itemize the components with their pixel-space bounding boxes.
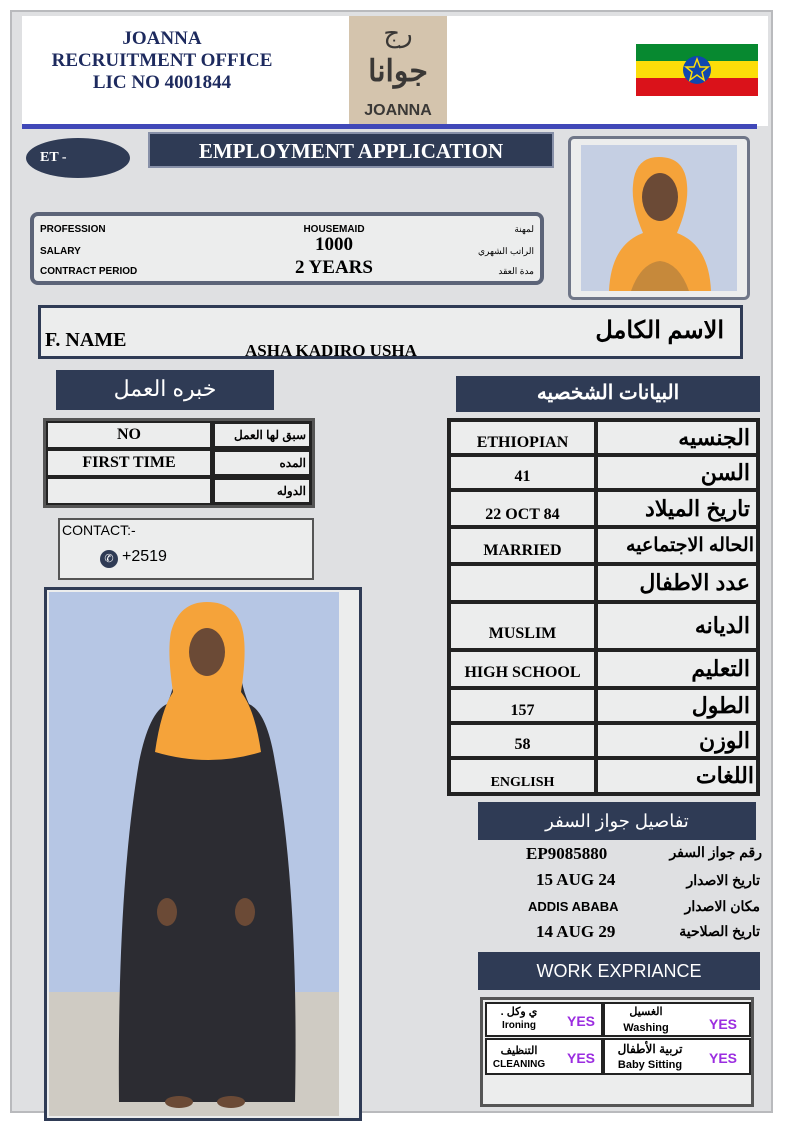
expiry-date-value: 14 AUG 29 xyxy=(536,922,616,941)
profession-label-ar: لمهنة xyxy=(514,224,534,234)
issue-date-value: 15 AUG 24 xyxy=(536,870,616,889)
skill-washing-label-ar: الغسيل xyxy=(629,1006,663,1018)
education-value: HIGH SCHOOL xyxy=(449,650,596,688)
experience-country-value xyxy=(46,477,212,505)
passport-number-value: EP9085880 xyxy=(526,844,608,863)
skill-baby-sitting xyxy=(603,1038,751,1075)
experience-country-label: الدوله xyxy=(212,477,312,505)
contact-label: CONTACT:- xyxy=(62,522,136,538)
contact-box xyxy=(58,518,314,580)
contract-label: CONTRACT PERIOD xyxy=(40,266,138,277)
passport-number-label: رقم جواز السفر xyxy=(669,844,762,860)
skill-cleaning xyxy=(485,1038,603,1075)
religion-label: الديانه xyxy=(596,602,758,650)
skills-grid xyxy=(480,997,754,1107)
header-divider xyxy=(22,124,757,129)
company-logo xyxy=(349,16,447,126)
salary-label-ar: الراتب الشهري xyxy=(478,246,534,256)
full-name-row xyxy=(38,305,743,359)
full-body-photo xyxy=(49,592,339,1116)
header-banner xyxy=(22,16,768,126)
headshot-photo xyxy=(581,145,737,291)
issue-place-value: ADDIS ABABA xyxy=(528,899,619,914)
work-experience-heading: WORK EXPRIANCE xyxy=(478,952,760,990)
languages-label: اللغات xyxy=(596,758,758,794)
education-label: التعليم xyxy=(596,650,758,688)
personal-data-heading: البيانات الشخصيه xyxy=(456,376,760,412)
languages-value: ENGLISH xyxy=(449,758,596,794)
weight-label: الوزن xyxy=(596,723,758,758)
issue-date-label: تاريخ الاصدار xyxy=(686,872,760,888)
height-value: 157 xyxy=(449,688,596,723)
full-name-label-ar: الاسم الكامل xyxy=(595,317,724,344)
height-label: الطول xyxy=(596,688,758,723)
experience-worked-before-label: سبق لها العمل xyxy=(212,421,312,449)
experience-worked-before-value: NO xyxy=(46,421,212,449)
profession-value: HOUSEMAID xyxy=(303,224,365,235)
children-count-label: عدد الاطفال xyxy=(596,564,758,602)
headshot-frame xyxy=(568,136,750,300)
skill-washing xyxy=(603,1002,751,1037)
office-name-line2: RECRUITMENT OFFICE xyxy=(51,50,273,71)
age-label: السن xyxy=(596,455,758,490)
weight-value: 58 xyxy=(449,723,596,758)
skill-washing-value: YES xyxy=(709,1016,738,1032)
experience-duration-value: FIRST TIME xyxy=(46,449,212,477)
skill-ironing xyxy=(485,1002,603,1037)
salary-label: SALARY xyxy=(40,246,81,257)
skill-cleaning-label-ar: التنظيف xyxy=(500,1045,538,1057)
nationality-value: ETHIOPIAN xyxy=(449,420,596,455)
reference-badge xyxy=(26,138,130,178)
page-title: EMPLOYMENT APPLICATION xyxy=(148,132,554,168)
passport-heading: تفاصيل جواز السفر xyxy=(478,802,756,840)
ethiopia-flag-icon xyxy=(636,44,758,96)
office-name xyxy=(22,28,302,94)
logo-mark-icon: ﺭﺝ xyxy=(383,18,413,48)
salary-value: 1000 xyxy=(315,234,353,255)
skill-cleaning-label: CLEANING xyxy=(492,1059,546,1070)
office-name-line1: JOANNA xyxy=(122,28,202,49)
contact-phone[interactable]: +2519 xyxy=(122,548,167,565)
birth-date-value: 22 OCT 84 xyxy=(449,490,596,527)
birth-date-label: تاريخ الميلاد xyxy=(596,490,758,527)
experience-duration-label: المده xyxy=(212,449,312,477)
age-value: 41 xyxy=(449,455,596,490)
profession-label: PROFESSION xyxy=(40,224,106,235)
contract-label-ar: مدة العقد xyxy=(498,266,534,276)
skill-washing-label: Washing xyxy=(623,1022,669,1034)
full-name-label: F. NAME xyxy=(45,329,127,351)
nationality-label: الجنسيه xyxy=(596,420,758,455)
license-number: LIC NO 4001844 xyxy=(92,72,232,93)
full-name-value: ASHA KADIRO USHA xyxy=(245,341,417,360)
job-details-box xyxy=(30,212,544,285)
skill-ironing-value: YES xyxy=(567,1013,596,1029)
expiry-date-label: تاريخ الصلاحية xyxy=(679,923,760,939)
children-count-value xyxy=(449,564,596,602)
logo-latin: JOANNA xyxy=(364,102,432,119)
contract-value: 2 YEARS xyxy=(295,257,373,278)
skill-ironing-label-ar: ي وكل . xyxy=(500,1006,538,1018)
marital-status-value: MARRIED xyxy=(449,527,596,564)
religion-value: MUSLIM xyxy=(449,602,596,650)
skill-baby-sitting-value: YES xyxy=(709,1050,738,1066)
phone-icon: ✆ xyxy=(100,550,118,568)
marital-status-label: الحاله الاجتماعيه xyxy=(596,527,758,564)
skill-baby-sitting-label: Baby Sitting xyxy=(617,1059,683,1071)
issue-place-label: مكان الاصدار xyxy=(684,898,760,914)
full-body-frame xyxy=(44,587,362,1121)
reference-badge-text: ET - xyxy=(40,150,67,165)
skill-ironing-label: Ironing xyxy=(502,1020,536,1031)
logo-arabic: جوانا xyxy=(368,55,428,88)
skill-baby-sitting-label-ar: تربية الأطفال xyxy=(617,1042,683,1056)
experience-heading: خبره العمل xyxy=(56,370,274,410)
skill-cleaning-value: YES xyxy=(567,1050,596,1066)
